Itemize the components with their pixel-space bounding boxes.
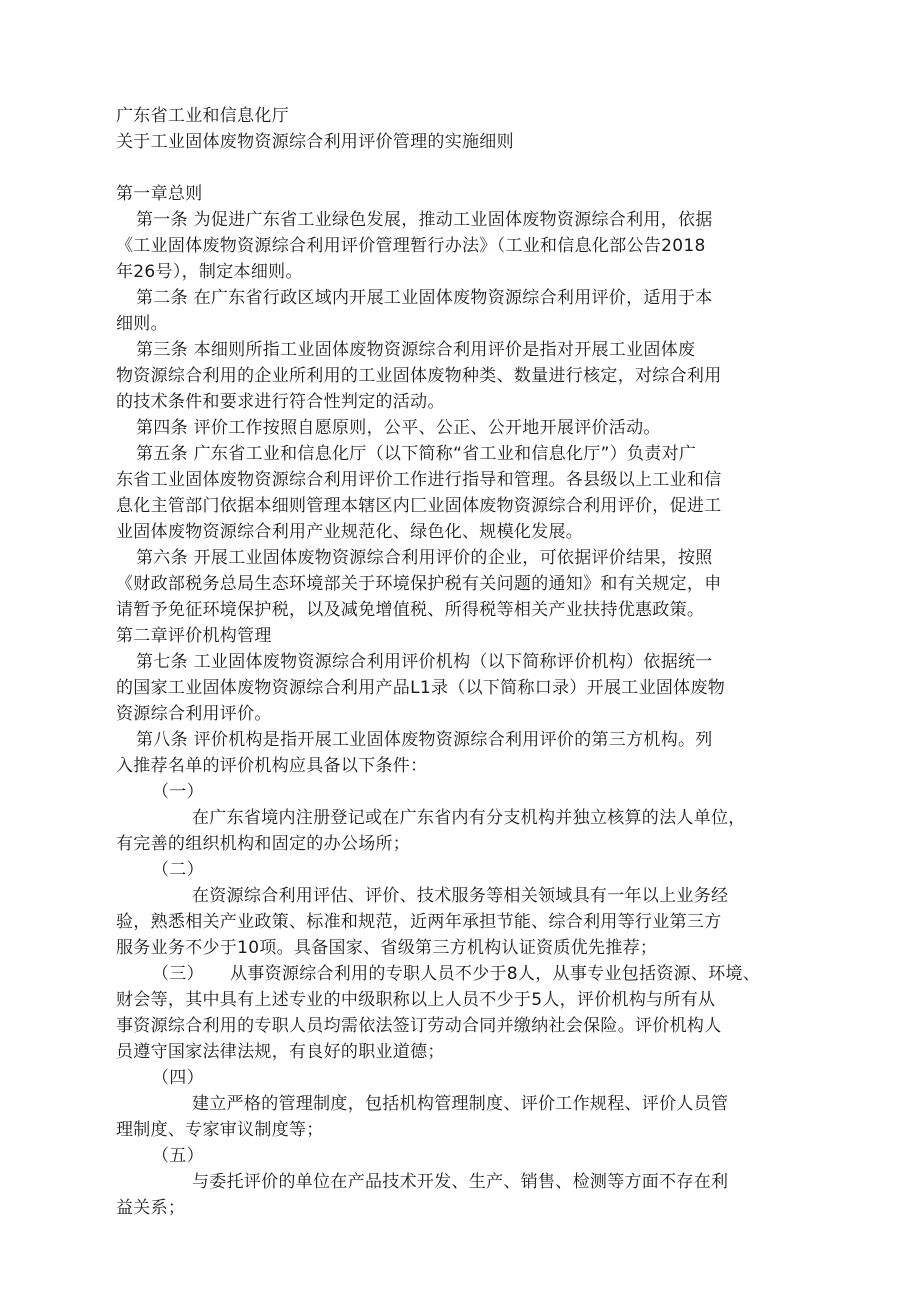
article-line: 请暂予免征环境保护税，以及减免增值税、所得税等相关产业扶持优惠政策。 <box>116 600 705 620</box>
list-item-line: 理制度、专家审议制度等； <box>116 1120 324 1140</box>
article-line: 入推荐名单的评价机构应具备以下条件： <box>116 756 428 776</box>
article-line: 第四条 评价工作按照自愿原则，公平、公正、公开地开展评价活动。 <box>136 418 661 438</box>
list-item-line: 与委托评价的单位在产品技术开发、生产、销售、检测等方面不存在利 <box>192 1172 729 1192</box>
article-line: 第三条 本细则所指工业固体废物资源综合利用评价是指对开展工业固体废 <box>136 340 696 360</box>
list-item-line: 在资源综合利用评估、评价、技术服务等相关领域具有一年以上业务经 <box>192 886 729 906</box>
list-item-line: 员遵守国家法律法规，有良好的职业道德； <box>116 1042 445 1062</box>
article-line: 第八条 评价机构是指开展工业固体废物资源综合利用评价的第三方机构。列 <box>136 730 713 750</box>
list-item-label: （二） <box>152 860 204 880</box>
list-item-line: 事资源综合利用的专职人员均需依法签订劳动合同并缴纳社会保险。评价机构人 <box>116 1016 722 1036</box>
article-line: 物资源综合利用的企业所利用的工业固体废物种类、数量进行核定，对综合利用 <box>116 366 722 386</box>
list-item-line: 从事资源综合利用的专职人员不少于8人，从事专业包括资源、环境、 <box>230 964 761 984</box>
list-item-line: 财会等，其中具有上述专业的中级职称以上人员不少于5人，评价机构与所有从 <box>116 990 716 1010</box>
list-item-label: （三） <box>152 964 204 984</box>
article-line: 的技术条件和要求进行符合性判定的活动。 <box>116 392 445 412</box>
article-line: 业固体废物资源综合利用产业规范化、绿色化、规模化发展。 <box>116 522 584 542</box>
article-line: 第七条 工业固体废物资源综合利用评价机构（以下简称评价机构）依据统一 <box>136 652 713 672</box>
article-line: 第六条 开展工业固体废物资源综合利用评价的企业，可依据评价结果，按照 <box>136 548 713 568</box>
list-item-line: 在广东省境内注册登记或在广东省内有分支机构并独立核算的法人单位， <box>192 808 746 828</box>
article-line: 东省工业固体废物资源综合利用评价工作进行指导和管理。各县级以上工业和信 <box>116 470 722 490</box>
list-item-line: 服务业务不少于10项。具备国家、省级第三方机构认证资质优先推荐； <box>116 938 658 958</box>
list-item-line: 益关系； <box>116 1198 186 1218</box>
article-line: 年26号），制定本细则。 <box>116 262 303 282</box>
list-item-line: 验，熟悉相关产业政策、标准和规范，近两年承担节能、综合利用等行业第三方 <box>116 912 722 932</box>
article-line: 《工业固体废物资源综合利用评价管理暂行办法》（工业和信息化部公告2018 <box>116 236 706 256</box>
list-item-line: 建立严格的管理制度，包括机构管理制度、评价工作规程、评价人员管 <box>192 1094 729 1114</box>
article-line: 《财政部税务总局生态环境部关于环境保护税有关问题的通知》和有关规定，申 <box>116 574 722 594</box>
list-item-label: （一） <box>152 782 204 802</box>
doc-title-issuer: 广东省工业和信息化厅 <box>116 106 289 126</box>
article-line: 资源综合利用评价。 <box>116 704 272 724</box>
doc-title: 关于工业固体废物资源综合利用评价管理的实施细则 <box>116 132 514 152</box>
chapter-heading: 第二章评价机构管理 <box>116 626 272 646</box>
article-line: 细则。 <box>116 314 168 334</box>
list-item-label: （四） <box>152 1068 204 1088</box>
article-line: 息化主管部门依据本细则管理本辖区内匚业固体废物资源综合利用评价，促进工 <box>116 496 722 516</box>
article-line: 第一条 为促进广东省工业绿色发展，推动工业固体废物资源综合利用，依据 <box>136 210 713 230</box>
article-line: 第二条 在广东省行政区域内开展工业固体废物资源综合利用评价，适用于本 <box>136 288 713 308</box>
chapter-heading: 第一章总则 <box>116 184 203 204</box>
article-line: 第五条 广东省工业和信息化厅（以下简称“省工业和信息化厅”）负责对广 <box>136 444 697 464</box>
article-line: 的国家工业固体废物资源综合利用产品L1录（以下简称口录）开展工业固体废物 <box>116 678 726 698</box>
list-item-label: （五） <box>152 1146 204 1166</box>
list-item-line: 有完善的组织机构和固定的办公场所； <box>116 834 411 854</box>
